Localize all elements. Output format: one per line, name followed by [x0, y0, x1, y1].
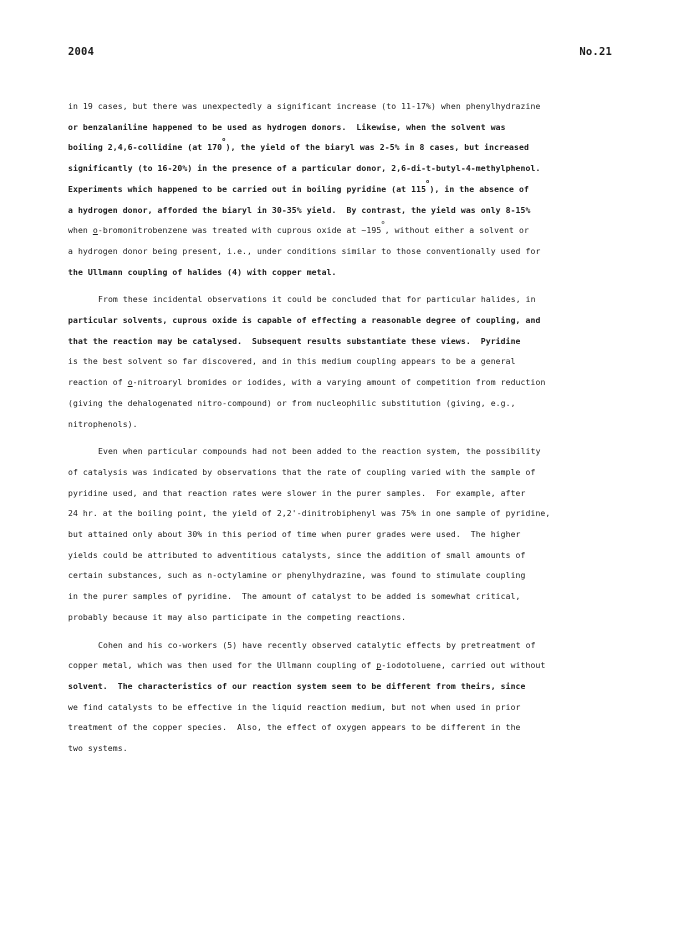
paragraph-3 [68, 441, 624, 627]
text-line: (giving the dehalogenated nitro-compound) or from nucleophilic substitution (giving, e.g., [68, 397, 516, 408]
text-segment: -nitroaryl bromides or iodides, with a varying amount of competition from reduction [132, 377, 546, 388]
page-number: 2004 [68, 46, 95, 58]
text-line: two systems. [68, 743, 128, 754]
text-line: in the purer samples of pyridine. The amount of catalyst to be added is somewhat critical, [68, 591, 521, 602]
text-line: nitrophenols). [68, 418, 138, 429]
text-line: particular solvents, cuprous oxide is capable of effecting a reasonable degree of coupling, and [68, 315, 541, 326]
degree-superscript: o [222, 137, 226, 144]
ortho-prefix: o [127, 377, 133, 388]
text-line: solvent. The characteristics of our reaction system seem to be different from theirs, since [68, 680, 526, 691]
para-prefix: p [376, 660, 382, 671]
text-line: a hydrogen donor, afforded the biaryl in 30-35% yield. By contrast, the yield was only 8-15% [68, 204, 531, 215]
text-segment: copper metal, which was then used for the Ullmann coupling of [68, 660, 377, 671]
text-line: that the reaction may be catalysed. Subsequent results substantiate these views. Pyridine [68, 335, 521, 346]
text-line: of catalysis was indicated by observations that the rate of coupling varied with the sample of [68, 466, 536, 477]
text-line: 24 hr. at the boiling point, the yield of 2,2'-dinitrobiphenyl was 75% in one sample of pyridine, [68, 508, 551, 519]
text-segment: Experiments which happened to be carried out in boiling pyridine (at 115 [68, 183, 427, 194]
text-line: is the best solvent so far discovered, and in this medium coupling appears to be a general [68, 356, 516, 367]
text-segment: boiling 2,4,6-collidine (at 170 [68, 142, 223, 153]
text-segment: -iodotoluene, carried out without [381, 660, 546, 671]
text-segment: ), in the absence of [429, 183, 529, 194]
text-line: but attained only about 30% in this period of time when purer grades were used. The higher [68, 529, 521, 540]
degree-superscript: o [426, 178, 430, 185]
text-line: treatment of the copper species. Also, the effect of oxygen appears to be different in the [68, 722, 521, 733]
text-segment: ), the yield of the biaryl was 2-5% in 8 cases, but increased [225, 142, 529, 153]
text-line [68, 655, 624, 676]
text-line: we find catalysts to be effective in the liquid reaction medium, but not when used in prior [68, 701, 521, 712]
text-line: yields could be attributed to adventitious catalysts, since the addition of small amounts of [68, 549, 526, 560]
ortho-prefix: o [92, 225, 98, 236]
text-segment: -bromonitrobenzene was treated with cuprous oxide at ~195 [97, 225, 382, 236]
text-line [68, 137, 624, 158]
text-line: pyridine used, and that reaction rates were slower in the purer samples. For example, after [68, 487, 526, 498]
text-segment: , without either a solvent or [384, 225, 529, 236]
text-segment: when [68, 225, 93, 236]
paragraph-1 [68, 96, 624, 282]
text-segment: reaction of [68, 377, 128, 388]
text-line: Cohen and his co-workers (5) have recently observed catalytic effects by pretreatment of [98, 639, 536, 650]
degree-superscript: o [381, 220, 385, 227]
text-line [68, 220, 624, 241]
text-line: probably because it may also participate in the competing reactions. [68, 611, 407, 622]
text-line: Even when particular compounds had not been added to the reaction system, the possibility [98, 446, 541, 457]
text-line: a hydrogen donor being present, i.e., under conditions similar to those conventionally used for [68, 245, 541, 256]
journal-issue-number: No.21 [579, 46, 612, 58]
text-line: in 19 cases, but there was unexpectedly a significant increase (to 11-17%) when phenylhydrazine [68, 101, 541, 111]
paragraph-2 [68, 289, 624, 434]
text-line: From these incidental observations it could be concluded that for particular halides, in [98, 294, 536, 305]
paragraph-4 [68, 635, 624, 759]
text-line: significantly (to 16-20%) in the presence of a particular donor, 2,6-di-t-butyl-4-methylphenol. [68, 163, 541, 174]
article-body [68, 96, 624, 766]
text-line [68, 372, 624, 393]
text-line: the Ullmann coupling of halides (4) with copper metal. [68, 266, 337, 277]
text-line: certain substances, such as n-octylamine or phenylhydrazine, was found to stimulate coupling [68, 570, 526, 581]
text-line: or benzalaniline happened to be used as hydrogen donors. Likewise, when the solvent was [68, 121, 506, 132]
text-line [68, 179, 624, 200]
